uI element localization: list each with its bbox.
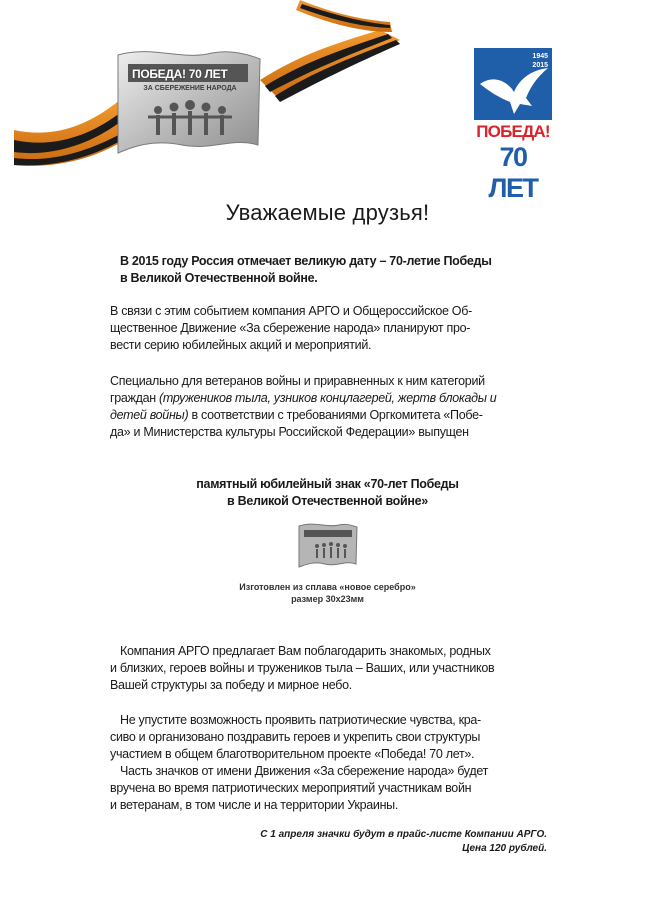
text-line: да» и Министерства культуры Российской Федерации» выпущен <box>110 425 469 439</box>
small-badge-image <box>297 522 359 568</box>
badge-subtitle: ЗА СБЕРЕЖЕНИЕ НАРОДА <box>143 85 237 92</box>
text-line: Часть значков от имени Движения «За сбережение народа» будет <box>120 764 488 778</box>
intro-paragraph <box>120 253 492 287</box>
text-line: сиво и организовано поздравить героев и укрепить свои структуры <box>110 730 481 744</box>
text-span-italic: детей войны) <box>110 408 189 422</box>
intro-line: В 2015 году Россия отмечает великую дату – 70-летие Победы <box>120 254 492 268</box>
text-line: и близких, героев войны и тружеников тыла – Ваших, или участников <box>110 661 495 675</box>
logo-line2: 70 ЛЕТ <box>488 142 538 203</box>
text-span: в соответствии с требованиями Оргкомитета «Побе- <box>188 408 483 422</box>
text-line: вручена во время патриотических мероприятий участникам войн <box>110 781 472 795</box>
footer-note <box>260 828 547 856</box>
text-line: Вашей структуры за победу и мирное небо. <box>110 678 352 692</box>
badge-caption <box>0 581 655 605</box>
logo-year-start: 1945 <box>532 53 548 60</box>
page-heading: Уважаемые друзья! <box>225 200 430 225</box>
caption-line: Изготовлен из сплава «новое серебро» <box>239 582 416 592</box>
caption-line: размер 30х23мм <box>291 594 364 604</box>
text-line: вести серию юбилейных акций и мероприятий. <box>110 338 372 352</box>
victory-70-logo <box>474 48 552 203</box>
sign-title-line: памятный юбилейный знак «70-лет Победы <box>196 477 459 491</box>
badge-title: ПОБЕДА! 70 ЛЕТ <box>132 67 228 81</box>
sign-title <box>0 476 655 510</box>
text-line: В связи с этим событием компания АРГО и Общероссийское Об- <box>110 304 472 318</box>
text-line: щественное Движение «За сбережение народа» планируют про- <box>110 321 471 335</box>
text-line: участием в общем благотворительном проекте «Победа! 70 лет». <box>110 747 475 761</box>
text-span: граждан <box>110 391 160 405</box>
text-line: Специально для ветеранов войны и приравненных к ним категорий <box>110 374 485 388</box>
logo-year-end: 2015 <box>532 62 548 69</box>
paragraph-opportunity <box>110 712 488 814</box>
sign-title-line: в Великой Отечественной войне» <box>227 494 428 508</box>
text-line: и ветеранам, в том числе и на территории Украины. <box>110 798 399 812</box>
paragraph-event <box>110 303 472 354</box>
badge-image <box>112 47 264 155</box>
intro-line: в Великой Отечественной войне. <box>120 271 318 285</box>
footer-line: С 1 апреля значки будут в прайс-листе Компании АРГО. <box>260 829 547 840</box>
logo-line1: ПОБЕДА! <box>476 122 550 141</box>
paragraph-veterans <box>110 373 496 441</box>
footer-line: Цена 120 рублей. <box>462 843 547 854</box>
paragraph-argo-offer <box>110 643 494 694</box>
text-span-italic: (тружеников тыла, узников концлагерей, жертв блокады и <box>159 391 497 405</box>
text-line: Компания АРГО предлагает Вам поблагодарить знакомых, родных <box>120 644 491 658</box>
text-line: Не упустите возможность проявить патриотические чувства, кра- <box>120 713 481 727</box>
